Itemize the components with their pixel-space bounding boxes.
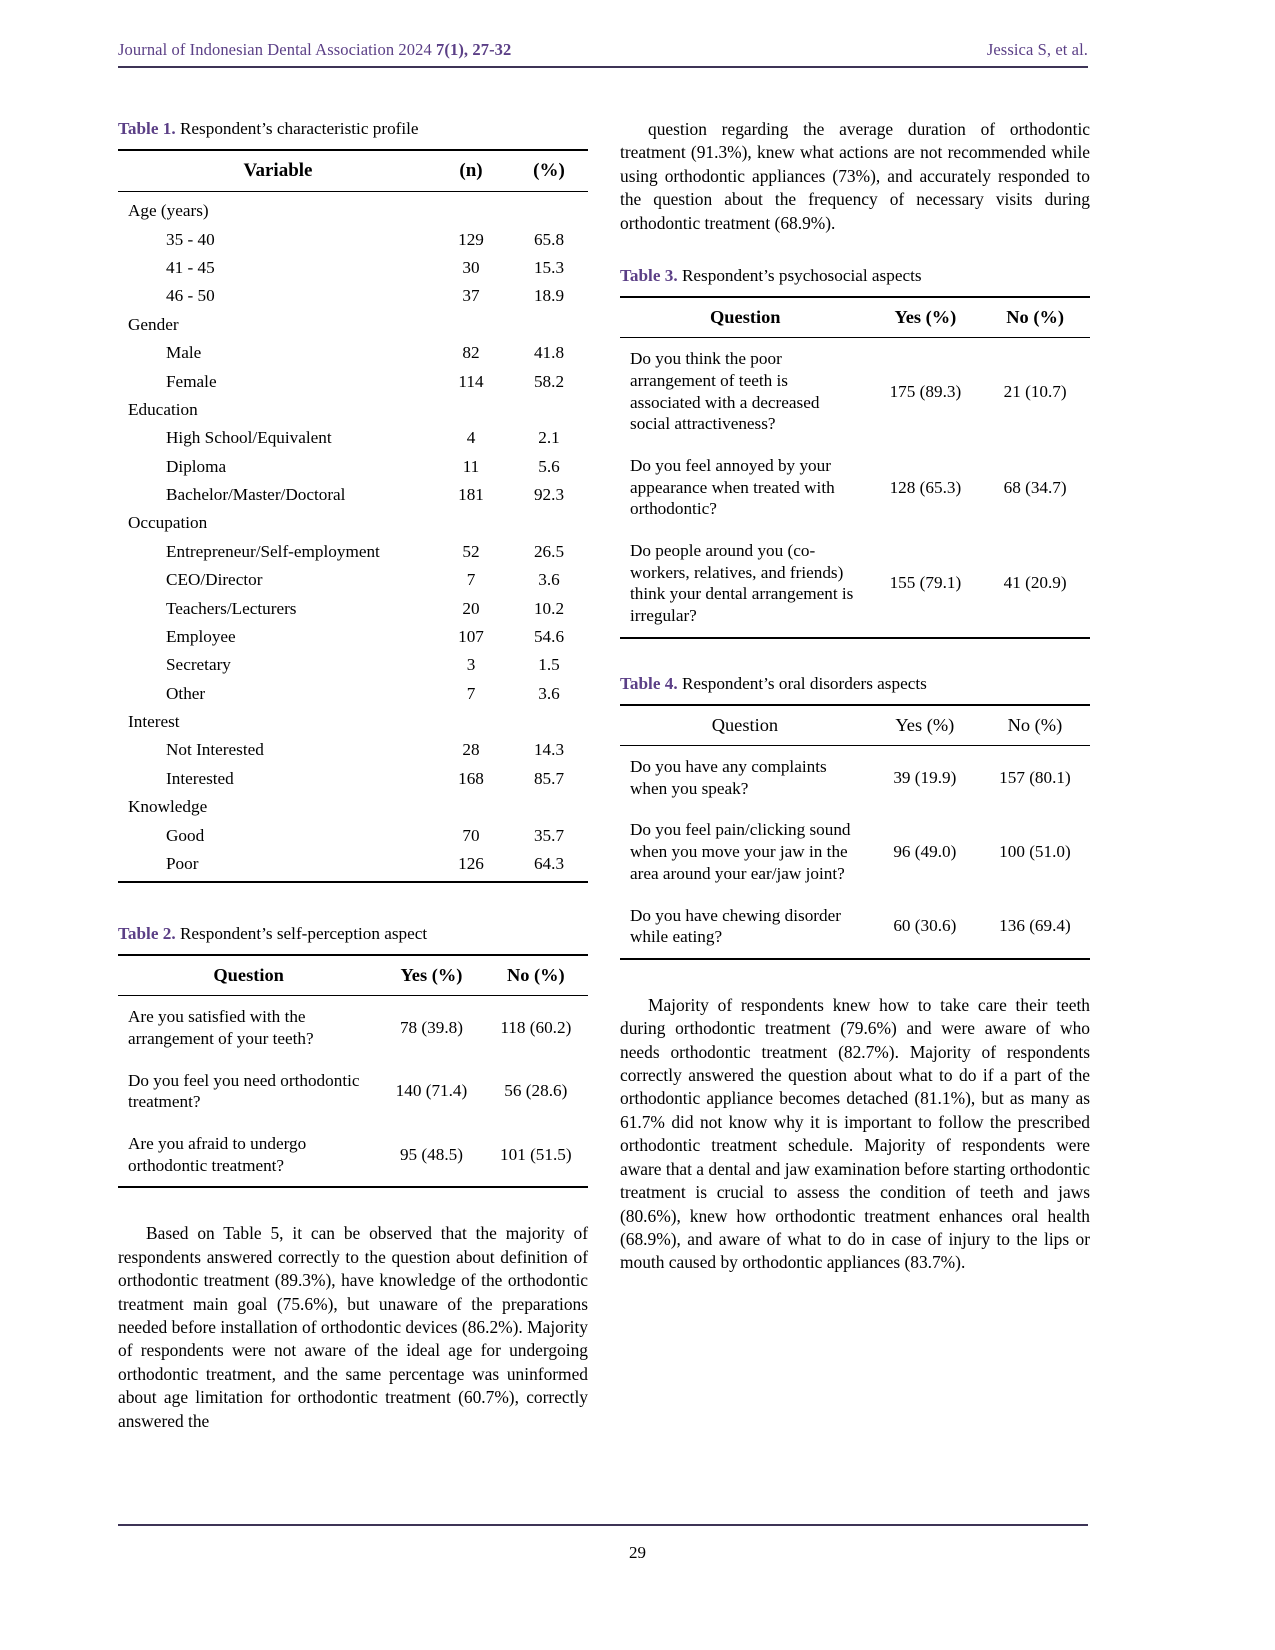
table1-n-value: 107 [458,626,484,646]
table1-caption [118,118,588,140]
table2-question: Are you satisfied with the arrangement of your teeth? [128,1007,314,1049]
table3-col-yes: Yes (%) [894,307,957,328]
table-row [620,895,1090,959]
table1-sub-label: 41 - 45 [166,258,215,278]
table1-n-value [432,793,510,821]
table2-caption [118,923,588,945]
table3-no-value: 68 (34.7) [1003,477,1067,497]
table1-sub-label: Secretary [166,655,231,675]
table1-n-value: 82 [462,343,480,363]
table3-body [620,338,1090,638]
table2-yes-value: 78 (39.8) [399,1018,463,1038]
table-row [118,680,588,708]
table-row [118,651,588,679]
table1-pct-value: 26.5 [533,541,565,561]
table4-col-yes: Yes (%) [895,715,955,736]
table1-n-value: 114 [458,371,484,391]
table4-no-value: 136 (69.4) [999,916,1071,936]
table4-col-question: Question [711,715,779,736]
table1-pct-value: 54.6 [533,626,565,646]
table4-no-value: 157 (80.1) [999,767,1071,787]
table1-pct-value: 18.9 [533,286,565,306]
table-row [620,530,1090,638]
table-row [118,793,588,821]
table2 [118,954,588,1188]
table1-n-value: 28 [462,740,480,760]
table3-no-value: 21 (10.7) [1003,381,1067,401]
table-row [620,809,1090,894]
table3-question: Do you feel annoyed by your appearance when treated with orthodontic? [630,456,835,519]
table1-head [118,150,588,192]
journal-volume: 7(1), 27-32 [436,40,512,59]
table-row [118,765,588,793]
table1-pct-value: 1.5 [538,655,560,675]
table2-yes-value: 95 (48.5) [399,1144,463,1164]
table1-pct-value [510,192,588,226]
table1-pct-value: 85.7 [533,768,565,788]
table1-category-label: Age (years) [128,201,209,221]
table2-yes-value: 140 (71.4) [395,1081,468,1101]
table1-sub-label: Entrepreneur/Self-employment [166,541,380,561]
table1-pct-value: 5.6 [538,456,560,476]
table1-sub-label: High School/Equivalent [166,428,332,448]
table4-col-no: No (%) [1007,715,1063,736]
table-row [118,566,588,594]
table3-yes-value: 175 (89.3) [889,381,962,401]
table1-n-value [432,509,510,537]
table1-pct-value: 3.6 [538,570,560,590]
table4-question: Do you feel pain/clicking sound when you move your jaw in the area around your ear/jaw joint? [630,820,851,883]
table4-no-value: 100 (51.0) [999,841,1071,861]
right-paragraph-bottom: Majority of respondents knew how to take care their teeth during orthodontic treatment (79.6%) and were aware of who needs orthodontic treatment (82.7%). Majority of respondents correctly answered the question about what to do if a part of the orthodontic appliance becomes detached (81.1%), but as many as 61.7% did not know why it is important to follow the prescribed orthodontic treatment schedule. Majority of respondents were aware that a dental and jaw examination before starting orthodontic treatment is crucial to assess the condition of teeth and jaws (80.6%), knew how orthodontic treatment enhances oral health (68.9%), and aware of what to do in case of injury to the lips or mouth caused by orthodontic appliances (83.7%). [620,994,1090,1273]
table-row [118,996,588,1060]
spacer-para-table3 [620,235,1090,265]
table3-block [620,265,1090,639]
table3-no-value: 41 (20.9) [1003,573,1067,593]
table1-n-value [432,396,510,424]
table-row [118,1123,588,1187]
table1-sub-label: Good [166,825,205,845]
table1-category-label: Knowledge [128,797,208,817]
table4-yes-value: 39 (19.9) [893,767,957,787]
table1-sub-label: Not Interested [166,740,264,760]
table2-question: Are you afraid to undergo orthodontic treatment? [128,1134,307,1175]
journal-title: Journal of Indonesian Dental Association 2024 [118,40,437,59]
table2-header-row [118,955,588,996]
table1-pct-value [510,396,588,424]
table4-yes-value: 60 (30.6) [893,916,957,936]
table1-sub-label: Female [166,371,217,391]
table1-block [118,118,588,883]
table2-head [118,955,588,996]
table1-caption-label: Table 1. [118,119,176,138]
table3-caption-text: Respondent’s psychosocial aspects [677,266,922,286]
table-row [118,623,588,651]
table4-question: Do you have any complaints when you speak? [630,757,827,798]
table-row [118,821,588,849]
table2-col-no: No (%) [506,965,565,986]
table1-col-pct: (%) [533,160,565,182]
table1-n-value: 126 [458,853,484,873]
table2-caption-label: Table 2. [118,923,176,943]
table3-header-row [620,297,1090,338]
table2-question: Do you feel you need orthodontic treatment? [128,1070,360,1112]
table2-col-yes: Yes (%) [400,965,463,986]
table1-pct-value: 92.3 [533,485,565,505]
table1-sub-label: CEO/Director [166,570,263,590]
table1 [118,149,588,883]
table1-n-value: 52 [462,541,480,561]
table4-caption [620,673,1090,695]
table1-pct-value: 15.3 [533,258,565,278]
table1-n-value: 181 [458,485,484,505]
table2-block [118,923,588,1188]
table-row [620,445,1090,530]
table-row [118,226,588,254]
table1-pct-value: 3.6 [538,683,560,703]
table-row [118,282,588,310]
right-paragraph-top: question regarding the average duration of orthodontic treatment (91.3%), knew what actions are not recommended while using orthodontic appliances (73%), and accurately responded to the question about the frequency of necessary visits during orthodontic treatment (68.9%). [620,119,1090,233]
running-head [118,40,1088,60]
table-row [118,509,588,537]
table1-pct-value: 64.3 [533,853,565,873]
table1-sub-label: Other [166,683,206,703]
table1-n-value: 70 [462,825,480,845]
table1-pct-value: 2.1 [538,428,560,448]
table1-n-value: 11 [462,456,480,476]
table-row [118,481,588,509]
table-row [118,850,588,882]
table1-n-value: 129 [458,229,484,249]
left-paragraph: Based on Table 5, it can be observed that the majority of respondents answered correctly to the question about definition of orthodontic treatment (89.3%), have knowledge of the orthodontic treatment main goal (75.6%), but unaware of the preparations needed before installation of orthodontic devices (86.2%). Majority of respondents were not aware of the ideal age for undergoing orthodontic treatment, and the same percentage was uninformed about age limitation for orthodontic treatment (60.7%), correctly answered the [118,1223,588,1431]
table3-col-question: Question [710,307,781,328]
table4-header-row [620,705,1090,746]
table1-pct-value: 14.3 [533,740,565,760]
table-row [118,254,588,282]
table1-category-label: Gender [128,314,179,334]
footer-rule [118,1524,1088,1526]
table3-yes-value: 155 (79.1) [889,573,962,593]
table-row [118,708,588,736]
table4-block [620,673,1090,960]
table1-sub-label: Teachers/Lecturers [166,598,297,618]
table-row [118,339,588,367]
table-row [620,338,1090,445]
table1-n-value [432,192,510,226]
table-row [118,396,588,424]
table-row [118,367,588,395]
table1-category-label: Occupation [128,513,208,533]
header-rule [118,66,1088,68]
table-row [620,746,1090,810]
table1-sub-label: 46 - 50 [166,286,215,306]
table1-n-value [432,311,510,339]
table3-caption [620,265,1090,287]
table3-col-no: No (%) [1006,307,1064,328]
table4-question: Do you have chewing disorder while eating? [630,905,841,947]
table1-sub-label: 35 - 40 [166,229,215,249]
page-number: 29 [629,1543,646,1562]
table1-col-variable: Variable [243,160,313,182]
table2-no-value: 56 (28.6) [504,1081,568,1101]
table3-caption-label: Table 3. [620,266,678,286]
table-row [118,1060,588,1123]
table4-yes-value: 96 (49.0) [893,841,957,861]
table1-sub-label: Male [166,343,202,363]
table1-n-value: 20 [462,598,480,618]
table2-no-value: 118 (60.2) [500,1018,572,1038]
right-column [620,118,1090,1275]
spacer-table2-paragraph [118,1188,588,1222]
table1-n-value: 168 [458,768,484,788]
table-row [118,424,588,452]
table1-category-label: Education [128,399,198,419]
table3-yes-value: 128 (65.3) [889,477,962,497]
table1-n-value: 7 [466,683,476,703]
table-row [118,736,588,764]
table2-body [118,996,588,1188]
table1-category-label: Interest [128,712,180,732]
running-head-right: Jessica S, et al. [986,40,1088,59]
table1-pct-value [510,509,588,537]
table1-n-value: 4 [466,428,476,448]
table1-col-n: (n) [459,160,483,182]
table1-caption-text: Respondent’s characteristic profile [175,119,419,138]
spacer-table1-table2 [118,883,588,923]
table2-caption-text: Respondent’s self-perception aspect [175,923,428,943]
table1-header-row [118,150,588,192]
table1-pct-value: 10.2 [533,598,565,618]
table1-n-value: 37 [462,286,480,306]
table-row [118,594,588,622]
table1-n-value: 30 [462,258,480,278]
table-row [118,538,588,566]
table1-sub-label: Employee [166,626,236,646]
running-head-left [118,40,511,60]
table4-head [620,705,1090,746]
table1-pct-value [510,708,588,736]
table1-pct-value: 58.2 [533,371,565,391]
table2-no-value: 101 (51.5) [500,1144,572,1164]
table1-pct-value: 35.7 [533,825,565,845]
table1-pct-value [510,793,588,821]
table1-n-value: 7 [466,570,476,590]
table3-question: Do you think the poor arrangement of teeth is associated with a decreased social attractiveness? [630,349,820,434]
table1-body [118,192,588,882]
table1-pct-value: 41.8 [533,343,565,363]
table1-sub-label: Bachelor/Master/Doctoral [166,485,346,505]
table1-sub-label: Diploma [166,456,227,476]
table1-pct-value: 65.8 [533,229,565,249]
table1-pct-value [510,311,588,339]
table3-question: Do people around you (co-workers, relatives, and friends) think your dental arrangement is irregular? [630,541,854,626]
table3-head [620,297,1090,338]
table4-caption-label: Table 4. [620,673,678,693]
table1-n-value [432,708,510,736]
table-row [118,192,588,226]
table1-sub-label: Poor [166,853,199,873]
table3 [620,296,1090,638]
table4-caption-text: Respondent’s oral disorders aspects [677,673,927,693]
left-column [118,118,588,1433]
table4-body [620,746,1090,959]
table1-sub-label: Interested [166,768,234,788]
table1-n-value: 3 [466,655,476,675]
spacer-table4-paragraph [620,960,1090,994]
table-row [118,453,588,481]
table4 [620,704,1090,960]
table-row [118,311,588,339]
spacer-table3-table4 [620,639,1090,673]
table2-col-question: Question [213,965,284,986]
